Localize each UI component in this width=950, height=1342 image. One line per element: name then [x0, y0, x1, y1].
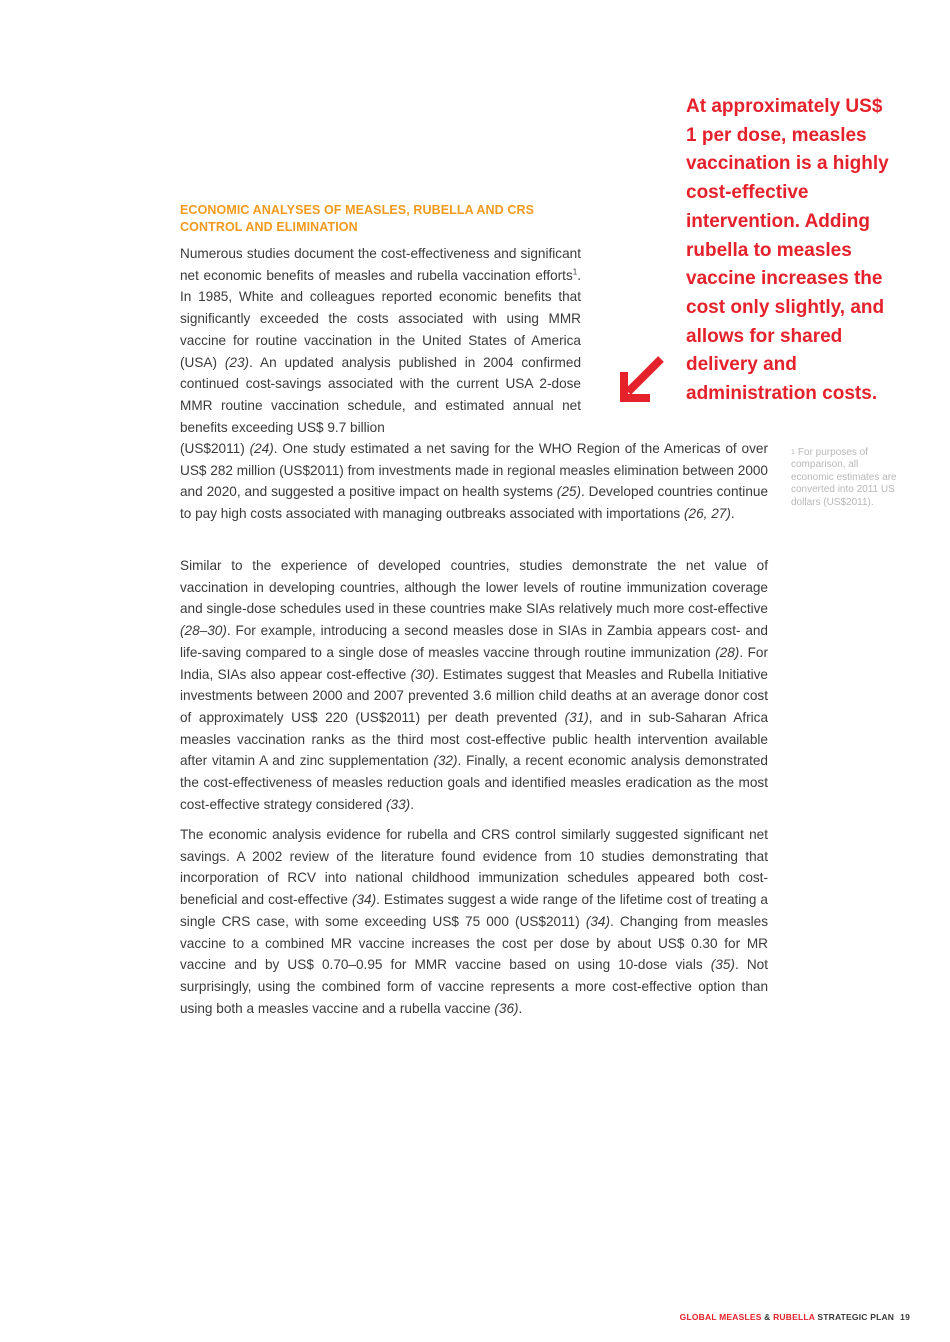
footer-ampersand: & [761, 1312, 774, 1322]
citation: (32) [433, 753, 458, 769]
footnote-number: 1 [791, 449, 795, 456]
page-footer [680, 1312, 910, 1322]
text-run: , and in sub-Saharan Africa measles vaccination ranks as the third most cost-effective public health intervention available after vitamin A and zinc supplementation [180, 709, 769, 769]
footnote-ref: 1 [572, 267, 578, 277]
text-run: (US$2011) [180, 441, 250, 456]
text-run: . Not surprisingly, using the combined form of vaccine represents a more cost-effective option than using both a measles vaccine and a rubella vaccine [180, 957, 768, 1016]
footer-title-rubella: RUBELLA [773, 1312, 815, 1322]
section-heading [180, 202, 580, 236]
citation: (31) [564, 709, 589, 725]
citation: (36) [494, 1000, 519, 1016]
text-run: . [730, 506, 735, 522]
citation: (25) [556, 484, 581, 500]
citation: (28) [715, 644, 740, 660]
citation: (34) [585, 913, 610, 929]
text-run: . Finally, a recent economic analysis demonstrated the cost-effectiveness of measles reduction goals and identified measles eradication as the most cost-effective strategy considered [180, 753, 768, 812]
text-run: . For example, introducing a second measles dose in SIAs in Zambia appears cost- and life-saving compared to a single dose of measles vaccine through routine immunization [180, 623, 768, 660]
citation: (35) [710, 957, 735, 973]
text-run: . Estimates suggest that Measles and Rubella Initiative investments between 2000 and 2007 prevented 3.6 million child deaths at an average donor cost of approximately US$ 220 (US$2011) per death prevented [180, 666, 768, 725]
section-heading-line1: ECONOMIC ANALYSES OF MEASLES, RUBELLA AND CRS [180, 203, 535, 217]
arrow-down-left-icon [618, 354, 668, 404]
text-run: . Changing from measles vaccine to a combined MR vaccine increases the cost per dose by about US$ 0.30 for MR vaccine and by US$ 0.70–0.95 for MMR vaccine based on using 10-dose vials [180, 913, 768, 973]
paragraph-1-narrow [180, 243, 581, 438]
footnote-text: For purposes of comparison, all economic estimates are converted into 2011 US dollars (US$2011). [791, 447, 897, 508]
citation: (33) [386, 796, 411, 812]
text-run: The economic analysis evidence for rubella and CRS control similarly suggested significant net savings. A 2002 review of the literature found evidence from 10 studies demonstrating that incorporation of RCV into national childhood immunization schedules appeared both cost-beneficial and cost-effective [180, 827, 768, 908]
citation: (28–30) [180, 623, 227, 639]
paragraph-3 [180, 824, 768, 1019]
footer-title-plan: STRATEGIC PLAN [814, 1312, 895, 1322]
page-number: 19 [900, 1312, 910, 1322]
text-run: . In 1985, White and colleagues reported economic benefits that significantly exceeded the costs associated with using MMR vaccine for routine vaccination in the United States of America (USA) [180, 267, 581, 370]
citation: (23) [224, 354, 250, 370]
sidebar-footnote [791, 447, 903, 509]
citation: (26, 27) [684, 506, 731, 522]
text-run: Numerous studies document the cost-effectiveness and significant net economic benefits of measles and rubella vaccination efforts [180, 246, 581, 283]
text-run: . For India, SIAs also appear cost-effective [180, 644, 768, 682]
text-run: . [518, 1000, 523, 1016]
paragraph-2 [180, 555, 768, 815]
citation: (24) [249, 441, 274, 456]
text-run: Similar to the experience of developed countries, studies demonstrate the net value of vaccination in developing countries, although the lower levels of routine immunization coverage and single-dose schedules used in these countries make SIAs relatively much more cost-effective [180, 558, 768, 617]
text-run: . Estimates suggest a wide range of the lifetime cost of treating a single CRS case, with some exceeding US$ 75 000 (US$2011) [180, 892, 768, 929]
paragraph-1-wide [180, 438, 768, 525]
section-heading-line2: CONTROL AND ELIMINATION [180, 220, 358, 234]
text-run: . One study estimated a net saving for the WHO Region of the Americas of over US$ 282 million (US$2011) from investments made in regional measles elimination between 2000 and 2020, and suggested a positive impact on health systems [180, 441, 768, 500]
text-run: . Developed countries continue to pay high costs associated with managing outbreaks associated with importations [180, 484, 769, 522]
text-run: . An updated analysis published in 2004 confirmed continued cost-savings associated with the current USA 2-dose MMR routine vaccination schedule, and estimated annual net benefits exceeding US$ 9.7 billion [180, 354, 581, 435]
citation: (30) [410, 666, 435, 682]
text-run: . [410, 796, 414, 812]
citation: (34) [351, 892, 377, 908]
pull-quote: At approximately US$ 1 per dose, measles vaccination is a highly cost-effective intervention. Adding rubella to measles vaccine increases the cost only slightly, and allows for shared delivery and administration costs. [686, 96, 889, 405]
footer-title-measles: GLOBAL MEASLES [679, 1312, 762, 1322]
